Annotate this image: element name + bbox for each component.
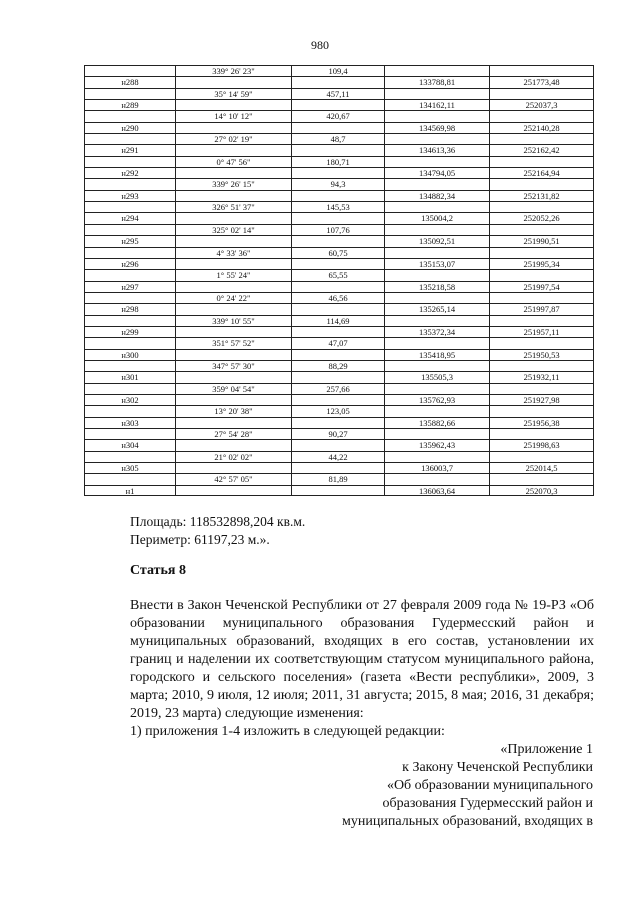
table-cell-length: 48,7 [291, 134, 384, 144]
table-cell-point [84, 406, 175, 416]
table-cell-point: н299 [84, 327, 175, 337]
table-cell-length: 107,76 [291, 225, 384, 235]
table-row [84, 247, 594, 258]
table-cell-length [291, 145, 384, 155]
table-cell-y [489, 89, 594, 99]
appendix-line: к Закону Чеченской Республики [402, 760, 593, 775]
table-cell-angle: 42° 57' 05" [175, 474, 291, 484]
table-row [84, 383, 594, 394]
table-cell-point: н289 [84, 100, 175, 110]
table-cell-point [84, 111, 175, 121]
table-cell-point [84, 384, 175, 394]
table-cell-point [84, 225, 175, 235]
table-cell-x [384, 452, 489, 462]
table-cell-point [84, 202, 175, 212]
table-cell-x: 135153,07 [384, 259, 489, 269]
table-cell-length: 46,56 [291, 293, 384, 303]
table-cell-point: н295 [84, 236, 175, 246]
table-cell-point: н304 [84, 440, 175, 450]
appendix-line: «Об образовании муниципального [386, 778, 593, 793]
table-cell-y: 251995,34 [489, 259, 594, 269]
table-cell-angle [175, 123, 291, 133]
table-cell-y [489, 134, 594, 144]
table-cell-length [291, 123, 384, 133]
table-cell-y: 252131,82 [489, 191, 594, 201]
table-cell-x [384, 361, 489, 371]
table-cell-x [384, 248, 489, 258]
table-cell-length: 457,11 [291, 89, 384, 99]
table-cell-angle: 35° 14' 59" [175, 89, 291, 99]
item-1: 1) приложения 1-4 изложить в следующей редакции: [130, 724, 445, 739]
table-row [84, 144, 594, 155]
table-cell-y [489, 384, 594, 394]
table-cell-length [291, 372, 384, 382]
table-row [84, 349, 594, 360]
table-cell-length [291, 350, 384, 360]
table-cell-point: н291 [84, 145, 175, 155]
table-cell-point: н297 [84, 282, 175, 292]
table-cell-angle [175, 418, 291, 428]
table-cell-angle: 13° 20' 38" [175, 406, 291, 416]
perimeter-text: Периметр: 61197,23 м.». [130, 532, 270, 547]
table-cell-point: н1 [84, 486, 175, 495]
table-cell-y [489, 270, 594, 280]
table-cell-angle [175, 486, 291, 495]
area-text: Площадь: 118532898,204 кв.м. [130, 514, 306, 529]
table-row [84, 258, 594, 269]
table-cell-length: 60,75 [291, 248, 384, 258]
table-cell-x [384, 406, 489, 416]
table-cell-length: 88,29 [291, 361, 384, 371]
table-cell-length: 109,4 [291, 66, 384, 76]
table-cell-x: 134794,05 [384, 168, 489, 178]
table-cell-angle [175, 327, 291, 337]
table-cell-y: 251998,63 [489, 440, 594, 450]
table-row [84, 65, 594, 76]
table-row [84, 178, 594, 189]
table-row [84, 156, 594, 167]
article-paragraph: Внести в Закон Чеченской Республики от 27 февраля 2009 года № 19-РЗ «Об образовании муниципального образования Гудермесский район и муниципальных образований, входящих в его состав, установлении их границ и наделении их соответствующим статусом муниципального района, городского и сельского поселения» (газета «Вести республики», 2009, 3 марта; 2010, 9 июля, 12 июля; 2011, 31 августа; 2015, 8 мая; 2016, 31 декабря; 2019, 23 марта) следующие изменения: [130, 598, 594, 721]
table-cell-x: 135004,2 [384, 213, 489, 223]
table-cell-x: 135962,43 [384, 440, 489, 450]
table-cell-length: 44,22 [291, 452, 384, 462]
table-cell-x: 133788,81 [384, 77, 489, 87]
table-cell-angle: 347° 57' 30" [175, 361, 291, 371]
table-cell-x [384, 134, 489, 144]
table-cell-y [489, 225, 594, 235]
table-row [84, 235, 594, 246]
table-cell-angle [175, 350, 291, 360]
table-cell-point [84, 157, 175, 167]
table-cell-length: 123,05 [291, 406, 384, 416]
table-cell-angle: 351° 57' 52" [175, 338, 291, 348]
table-cell-y [489, 111, 594, 121]
table-cell-x [384, 384, 489, 394]
table-cell-point: н292 [84, 168, 175, 178]
table-cell-point [84, 179, 175, 189]
table-cell-angle [175, 168, 291, 178]
table-cell-y [489, 179, 594, 189]
table-cell-point: н298 [84, 304, 175, 314]
table-cell-point [84, 89, 175, 99]
table-cell-point [84, 293, 175, 303]
table-cell-length [291, 282, 384, 292]
table-cell-angle [175, 395, 291, 405]
table-cell-angle: 21° 02' 02" [175, 452, 291, 462]
article-heading: Статья 8 [130, 563, 186, 578]
table-row [84, 269, 594, 280]
table-cell-angle [175, 145, 291, 155]
table-row [84, 417, 594, 428]
table-cell-y: 251773,48 [489, 77, 594, 87]
table-row [84, 462, 594, 473]
table-cell-length [291, 304, 384, 314]
table-row [84, 190, 594, 201]
table-cell-length [291, 191, 384, 201]
table-row [84, 337, 594, 348]
table-cell-x [384, 179, 489, 189]
appendix-header [342, 741, 593, 831]
table-row [84, 360, 594, 371]
table-row [84, 88, 594, 99]
table-cell-x [384, 89, 489, 99]
table-cell-y: 252014,5 [489, 463, 594, 473]
table-cell-point [84, 316, 175, 326]
table-cell-point: н290 [84, 123, 175, 133]
table-cell-length: 180,71 [291, 157, 384, 167]
table-cell-point [84, 338, 175, 348]
table-cell-x [384, 474, 489, 484]
table-cell-length [291, 100, 384, 110]
table-row [84, 167, 594, 178]
table-cell-angle: 359° 04' 54" [175, 384, 291, 394]
table-cell-point: н293 [84, 191, 175, 201]
table-cell-y: 252070,3 [489, 486, 594, 495]
table-row [84, 326, 594, 337]
table-cell-y [489, 361, 594, 371]
table-cell-angle [175, 100, 291, 110]
table-cell-y: 252140,28 [489, 123, 594, 133]
table-cell-x: 134162,11 [384, 100, 489, 110]
table-cell-angle [175, 259, 291, 269]
table-cell-length [291, 259, 384, 269]
table-cell-angle [175, 372, 291, 382]
table-cell-x: 134613,36 [384, 145, 489, 155]
table-cell-y: 251997,54 [489, 282, 594, 292]
page-number: 980 [311, 38, 329, 52]
table-cell-length [291, 395, 384, 405]
table-cell-x: 134569,98 [384, 123, 489, 133]
table-cell-y [489, 66, 594, 76]
coordinates-table [84, 65, 594, 496]
table-cell-length [291, 486, 384, 495]
table-cell-angle [175, 440, 291, 450]
table-cell-y: 252164,94 [489, 168, 594, 178]
appendix-line: образования Гудермесский район и [382, 796, 593, 811]
table-cell-angle: 0° 47' 56" [175, 157, 291, 167]
table-row [84, 405, 594, 416]
table-cell-x [384, 338, 489, 348]
table-row [84, 122, 594, 133]
table-cell-length: 81,89 [291, 474, 384, 484]
table-cell-y: 251997,87 [489, 304, 594, 314]
table-cell-x [384, 270, 489, 280]
table-cell-x: 135505,3 [384, 372, 489, 382]
table-cell-y: 251956,38 [489, 418, 594, 428]
table-cell-x: 135218,58 [384, 282, 489, 292]
table-cell-angle [175, 304, 291, 314]
table-cell-x [384, 316, 489, 326]
table-cell-y: 252037,3 [489, 100, 594, 110]
table-cell-angle: 325° 02' 14" [175, 225, 291, 235]
table-cell-angle: 0° 24' 22" [175, 293, 291, 303]
table-cell-angle: 1° 55' 24" [175, 270, 291, 280]
table-cell-x [384, 293, 489, 303]
table-cell-y: 251957,11 [489, 327, 594, 337]
table-cell-y: 251932,11 [489, 372, 594, 382]
table-cell-length: 47,07 [291, 338, 384, 348]
table-cell-x [384, 66, 489, 76]
table-cell-point: н305 [84, 463, 175, 473]
table-cell-angle [175, 213, 291, 223]
table-cell-y: 251990,51 [489, 236, 594, 246]
table-cell-x [384, 202, 489, 212]
table-cell-point [84, 134, 175, 144]
table-cell-x: 134882,34 [384, 191, 489, 201]
table-cell-angle [175, 463, 291, 473]
table-cell-x: 136003,7 [384, 463, 489, 473]
table-row [84, 99, 594, 110]
table-cell-length [291, 440, 384, 450]
table-cell-point [84, 452, 175, 462]
table-cell-y [489, 202, 594, 212]
table-cell-x: 135762,93 [384, 395, 489, 405]
table-cell-point [84, 270, 175, 280]
table-cell-length: 114,69 [291, 316, 384, 326]
table-cell-y: 251950,53 [489, 350, 594, 360]
table-cell-angle: 339° 26' 15" [175, 179, 291, 189]
table-cell-point [84, 248, 175, 258]
table-cell-angle: 339° 10' 55" [175, 316, 291, 326]
table-cell-x: 135092,51 [384, 236, 489, 246]
table-cell-point: н303 [84, 418, 175, 428]
table-row [84, 394, 594, 405]
table-cell-angle [175, 236, 291, 246]
table-cell-y [489, 406, 594, 416]
table-cell-angle [175, 77, 291, 87]
table-row [84, 76, 594, 87]
table-row [84, 133, 594, 144]
table-cell-point [84, 429, 175, 439]
table-row [84, 428, 594, 439]
table-row [84, 110, 594, 121]
table-cell-length [291, 327, 384, 337]
table-cell-x: 135418,95 [384, 350, 489, 360]
table-cell-x [384, 157, 489, 167]
table-cell-y [489, 316, 594, 326]
table-cell-point: н296 [84, 259, 175, 269]
table-cell-point: н288 [84, 77, 175, 87]
table-cell-angle [175, 282, 291, 292]
table-cell-point: н301 [84, 372, 175, 382]
table-cell-length: 145,53 [291, 202, 384, 212]
table-cell-angle: 339° 26' 23" [175, 66, 291, 76]
table-cell-length [291, 463, 384, 473]
table-cell-x [384, 225, 489, 235]
table-row [84, 473, 594, 484]
table-cell-angle [175, 191, 291, 201]
table-cell-point [84, 361, 175, 371]
table-cell-angle: 4° 33' 36" [175, 248, 291, 258]
table-row [84, 303, 594, 314]
appendix-line: муниципальных образований, входящих в [342, 814, 593, 829]
table-cell-length: 65,55 [291, 270, 384, 280]
table-row [84, 224, 594, 235]
table-cell-length [291, 418, 384, 428]
appendix-line: «Приложение 1 [500, 742, 593, 757]
table-cell-length: 94,3 [291, 179, 384, 189]
table-cell-y: 252052,26 [489, 213, 594, 223]
table-cell-y: 251927,98 [489, 395, 594, 405]
table-cell-y [489, 452, 594, 462]
table-cell-point: н302 [84, 395, 175, 405]
table-cell-angle: 326° 51' 37" [175, 202, 291, 212]
table-row [84, 315, 594, 326]
table-cell-y [489, 157, 594, 167]
table-cell-angle: 27° 02' 19" [175, 134, 291, 144]
table-cell-length: 90,27 [291, 429, 384, 439]
table-cell-y [489, 338, 594, 348]
table-cell-length [291, 213, 384, 223]
table-row [84, 439, 594, 450]
table-row [84, 212, 594, 223]
table-cell-point [84, 66, 175, 76]
table-cell-x [384, 429, 489, 439]
table-cell-length: 420,67 [291, 111, 384, 121]
table-cell-point: н300 [84, 350, 175, 360]
table-cell-point: н294 [84, 213, 175, 223]
table-row [84, 371, 594, 382]
table-cell-x: 135882,66 [384, 418, 489, 428]
table-cell-length: 257,66 [291, 384, 384, 394]
table-cell-point [84, 474, 175, 484]
table-cell-length [291, 168, 384, 178]
table-cell-y: 252162,42 [489, 145, 594, 155]
table-cell-y [489, 293, 594, 303]
table-cell-y [489, 474, 594, 484]
table-row [84, 281, 594, 292]
table-cell-length [291, 77, 384, 87]
table-row [84, 201, 594, 212]
table-cell-x: 135265,14 [384, 304, 489, 314]
table-row [84, 485, 594, 496]
table-cell-y [489, 248, 594, 258]
table-row [84, 292, 594, 303]
table-cell-angle: 14° 10' 12" [175, 111, 291, 121]
table-cell-length [291, 236, 384, 246]
table-cell-x: 135372,34 [384, 327, 489, 337]
table-cell-angle: 27° 54' 28" [175, 429, 291, 439]
table-cell-x [384, 111, 489, 121]
table-row [84, 451, 594, 462]
table-cell-y [489, 429, 594, 439]
table-cell-x: 136063,64 [384, 486, 489, 495]
